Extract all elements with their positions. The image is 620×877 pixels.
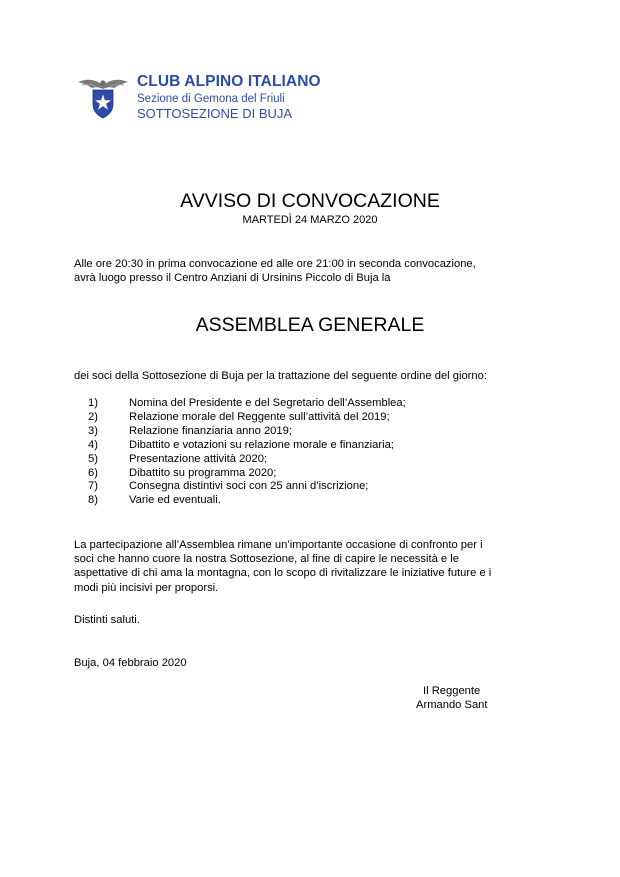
agenda-number: 4) [88,438,98,451]
organization-header [137,73,321,122]
org-name: CLUB ALPINO ITALIANO [137,73,321,90]
agenda-text: Consegna distintivi soci con 25 anni d’iscrizione; [129,480,369,493]
assembly-title: ASSEMBLEA GENERALE [195,314,425,336]
cai-eagle-star-logo-icon [76,76,130,120]
intro-paragraph [74,257,554,285]
closing-paragraph [74,538,554,595]
org-section: Sezione di Gemona del Friuli [137,92,285,105]
agenda-number: 5) [88,452,98,465]
greeting: Distinti saluti. [74,614,140,626]
agenda-item [88,480,406,494]
place-date: Buja, 04 febbraio 2020 [74,657,187,669]
agenda-item [88,397,406,411]
agenda-number: 6) [88,466,98,479]
notice-date: MARTEDÌ 24 MARZO 2020 [242,214,378,226]
agenda-number: 2) [88,410,98,423]
agenda-item [88,453,406,467]
agenda-text: Relazione finanziaria anno 2019; [129,424,292,437]
signer-role: Il Reggente [423,685,481,697]
agenda-intro: dei soci della Sottosezione di Buja per la trattazione del seguente ordine del giorno: [74,370,487,382]
agenda-item [88,494,406,508]
agenda-number: 1) [88,397,98,409]
agenda-number: 7) [88,480,98,493]
agenda-text: Presentazione attività 2020; [129,452,268,465]
closing-line: La partecipazione all’Assemblea rimane un’importante occasione di confronto per i [74,539,483,551]
org-subsection: SOTTOSEZIONE DI BUJA [137,106,293,122]
agenda-text: Varie ed eventuali. [129,494,221,507]
closing-line: modi più incisivi per proporsi. [74,581,219,594]
closing-line: soci che hanno cuore la nostra Sottosezione, al fine di capire le necessità e le [74,553,459,566]
agenda-number: 8) [88,494,98,507]
agenda-text: Dibattito e votazioni su relazione morale e finanziaria; [129,438,394,451]
closing-line: aspettative di chi ama la montagna, con lo scopo di rivitalizzare le iniziative future e i [74,567,492,580]
signer-name: Armando Sant [416,699,488,712]
intro-line: Alle ore 20:30 in prima convocazione ed alle ore 21:00 in seconda convocazione, [74,258,476,270]
agenda-text: Relazione morale del Reggente sull’attività del 2019; [129,410,390,423]
signature-block [416,684,488,712]
intro-line: avrà luogo presso il Centro Anziani di Ursinins Piccolo di Buja la [74,272,391,285]
agenda-number: 3) [88,424,98,437]
agenda-item [88,411,406,425]
agenda-item [88,425,406,439]
agenda-text: Dibattito su programma 2020; [129,466,277,479]
agenda-item [88,467,406,481]
agenda-item [88,439,406,453]
agenda-text: Nomina del Presidente e del Segretario dell’Assemblea; [129,397,406,409]
notice-title: AVVISO DI CONVOCAZIONE [180,190,440,212]
agenda-list [88,397,406,508]
